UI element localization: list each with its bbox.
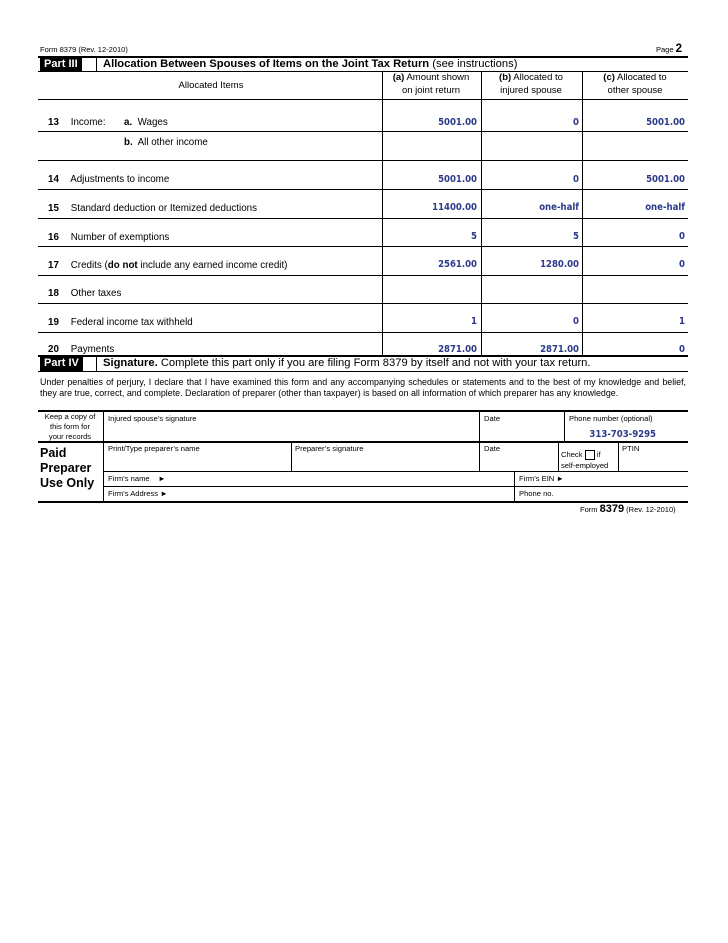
line-15-col-a[interactable]: 11400.00: [432, 202, 477, 213]
row-line: [38, 189, 688, 190]
row-line: [38, 275, 688, 276]
col-allocated-items: Allocated Items: [178, 80, 244, 91]
paid-label-1: Paid: [40, 446, 67, 460]
sub-label: Wages: [137, 117, 168, 128]
line-15-col-b[interactable]: one-half: [539, 202, 579, 213]
signature-left-divider: [103, 410, 104, 501]
footer-form-number: 8379: [599, 503, 625, 515]
arrow-right-icon: ►: [160, 489, 168, 498]
part4-title-rest: Complete this part only if you are filing Form 8379 by itself and not with your tax return.: [160, 357, 591, 369]
line-number: 13: [48, 117, 59, 128]
prep-date-divider: [479, 441, 480, 471]
col-b-line2: injured spouse: [500, 85, 562, 96]
preparer-signature-field[interactable]: Preparer’s signature: [295, 444, 364, 453]
col-a-line2: on joint return: [401, 85, 461, 96]
keep-copy-2: this form for: [49, 422, 91, 431]
line-label-post: include any earned income credit): [137, 260, 288, 271]
line-20-col-b[interactable]: 2871.00: [540, 344, 579, 355]
self-employed-checkbox[interactable]: [585, 450, 595, 460]
line-20-col-c[interactable]: 0: [679, 344, 685, 355]
firm-name-label: Firm’s name: [108, 474, 150, 483]
line-label: Other taxes: [70, 288, 122, 299]
line-number: 18: [48, 288, 59, 299]
page-number: 2: [675, 43, 683, 55]
perjury-statement: Under penalties of perjury, I declare that I have examined this form and any accompanying schedules or statements and to the best of my knowledge and belief, they are true, correct, and complete. Declaration of preparer (other than taxpayer) is based on all information of which preparer has any knowledge.: [40, 377, 686, 398]
col-a-line1: Amount shown: [406, 72, 470, 83]
row-line: [38, 218, 688, 219]
line-20-col-a[interactable]: 2871.00: [438, 344, 477, 355]
keep-copy-3: your records: [48, 432, 92, 441]
part4-badge: Part IV: [40, 356, 83, 371]
arrow-right-icon: ►: [556, 474, 564, 483]
line-number: 20: [48, 344, 59, 355]
line-16: [48, 232, 169, 243]
paid-preparer-heading: [40, 446, 94, 491]
row-line: [38, 303, 688, 304]
sub-letter: b.: [124, 137, 133, 148]
col-c-line2: other spouse: [607, 85, 663, 96]
line-14: [48, 174, 169, 185]
divider: [38, 441, 688, 443]
line-label: Federal income tax withheld: [70, 317, 193, 328]
footer-form-word: Form: [580, 505, 598, 514]
line-label-pre: Credits (: [70, 260, 108, 271]
line-17-col-a[interactable]: 2561.00: [438, 259, 477, 270]
arrow-right-icon: ►: [158, 474, 166, 483]
line-19-col-b[interactable]: 0: [573, 316, 579, 327]
self-employed-check[interactable]: [561, 450, 601, 460]
col-b-line1: Allocated to: [513, 72, 563, 83]
line-number: 15: [48, 203, 59, 214]
firm-ein-label: Firm’s EIN: [519, 474, 555, 483]
line-17: [48, 260, 287, 271]
line-13a-col-b[interactable]: 0: [573, 117, 579, 128]
line-13a-col-a[interactable]: 5001.00: [438, 117, 477, 128]
prep-name-divider: [291, 441, 292, 471]
firm-address-field[interactable]: [108, 489, 168, 498]
row-line: [38, 131, 688, 132]
line-label: Payments: [70, 344, 115, 355]
line-20: [48, 344, 114, 355]
line-15-col-c[interactable]: one-half: [645, 202, 685, 213]
firm-name-field[interactable]: [108, 474, 166, 483]
signature-date-field[interactable]: Date: [484, 414, 501, 423]
sub-letter: a.: [124, 117, 133, 128]
line-13a-sub: [124, 117, 168, 128]
sub-label: All other income: [137, 137, 208, 148]
firm-address-label: Firm’s Address: [108, 489, 159, 498]
col-c-line1: Allocated to: [617, 72, 667, 83]
line-18: [48, 288, 121, 299]
col-c-letter: (c): [603, 72, 615, 83]
keep-copy-note: [40, 412, 100, 442]
part3-title: [103, 58, 517, 70]
col-a-letter: (a): [392, 72, 405, 83]
line-19: [48, 317, 193, 328]
check-label: Check: [561, 450, 583, 459]
line-15: [48, 203, 257, 214]
part4-badge-divider: [96, 355, 97, 371]
line-14-col-a[interactable]: 5001.00: [438, 174, 477, 185]
line-17-col-c[interactable]: 0: [679, 259, 685, 270]
line-16-col-c[interactable]: 0: [679, 231, 685, 242]
col-b-header: [481, 71, 581, 97]
line-13a-col-c[interactable]: 5001.00: [646, 117, 685, 128]
part3-title-text: Allocation Between Spouses of Items on the Joint Tax Return: [103, 58, 430, 70]
col-divider-c: [582, 71, 583, 356]
prep-ptin-divider: [618, 441, 619, 471]
phone-number-value[interactable]: 313-703-9295: [589, 429, 656, 440]
line-number: 19: [48, 317, 59, 328]
check-if-label: if: [596, 450, 601, 459]
injured-spouse-signature-field[interactable]: Injured spouse’s signature: [108, 414, 197, 423]
row-line: [38, 160, 688, 161]
paid-label-3: Use Only: [40, 476, 95, 490]
col-divider-b: [481, 71, 482, 356]
paid-label-2: Preparer: [40, 461, 92, 475]
line-label-bold: do not: [107, 260, 138, 271]
line-number: 14: [48, 174, 59, 185]
line-number: 17: [48, 260, 59, 271]
part3-badge: Part III: [40, 57, 82, 72]
part3-badge-divider: [96, 56, 97, 71]
col-a-header: [382, 71, 480, 97]
divider: [103, 486, 688, 487]
col-b-letter: (b): [499, 72, 512, 83]
sig-date-divider: [479, 410, 480, 441]
line-13a: [48, 117, 106, 128]
line-14-col-b[interactable]: 0: [573, 174, 579, 185]
line-label: Adjustments to income: [70, 174, 170, 185]
prep-check-divider: [558, 441, 559, 471]
part4-title: [103, 357, 591, 369]
self-employed-label: self-employed: [561, 461, 609, 470]
col-divider-a: [382, 71, 383, 356]
col-c-header: [583, 71, 687, 97]
line-17-col-b[interactable]: 1280.00: [540, 259, 579, 270]
preparer-name-field[interactable]: Print/Type preparer’s name: [108, 444, 200, 453]
line-16-col-b[interactable]: 5: [573, 231, 579, 242]
divider: [38, 371, 688, 372]
page-label: [656, 43, 682, 55]
phone-number-label: Phone number (optional): [569, 414, 653, 423]
row-line: [38, 332, 688, 333]
line-number: 16: [48, 232, 59, 243]
line-13b-sub: [124, 137, 208, 148]
divider: [38, 410, 688, 412]
page-word: Page: [656, 45, 674, 54]
phone-no-field[interactable]: Phone no.: [519, 489, 554, 498]
line-19-col-c[interactable]: 1: [679, 316, 685, 327]
line-label: Number of exemptions: [70, 232, 170, 243]
line-19-col-a[interactable]: 1: [471, 316, 477, 327]
divider: [38, 99, 688, 100]
footer-revision: (Rev. 12-2010): [626, 505, 676, 514]
line-label: Income:: [70, 117, 106, 128]
line-16-col-a[interactable]: 5: [471, 231, 477, 242]
part3-title-note: (see instructions): [432, 58, 518, 70]
sig-phone-divider: [564, 410, 565, 441]
line-label: Standard deduction or Itemized deductions: [70, 203, 257, 214]
form-revision: Form 8379 (Rev. 12-2010): [40, 45, 128, 54]
divider: [103, 471, 688, 472]
line-14-col-c[interactable]: 5001.00: [646, 174, 685, 185]
ptin-field[interactable]: PTIN: [622, 444, 640, 453]
firm-ein-field[interactable]: [519, 474, 564, 483]
part4-title-bold: Signature.: [103, 357, 158, 369]
row-line: [38, 246, 688, 247]
form-footer: [580, 503, 676, 515]
keep-copy-1: Keep a copy of: [44, 412, 96, 421]
preparer-date-field[interactable]: Date: [484, 444, 501, 453]
